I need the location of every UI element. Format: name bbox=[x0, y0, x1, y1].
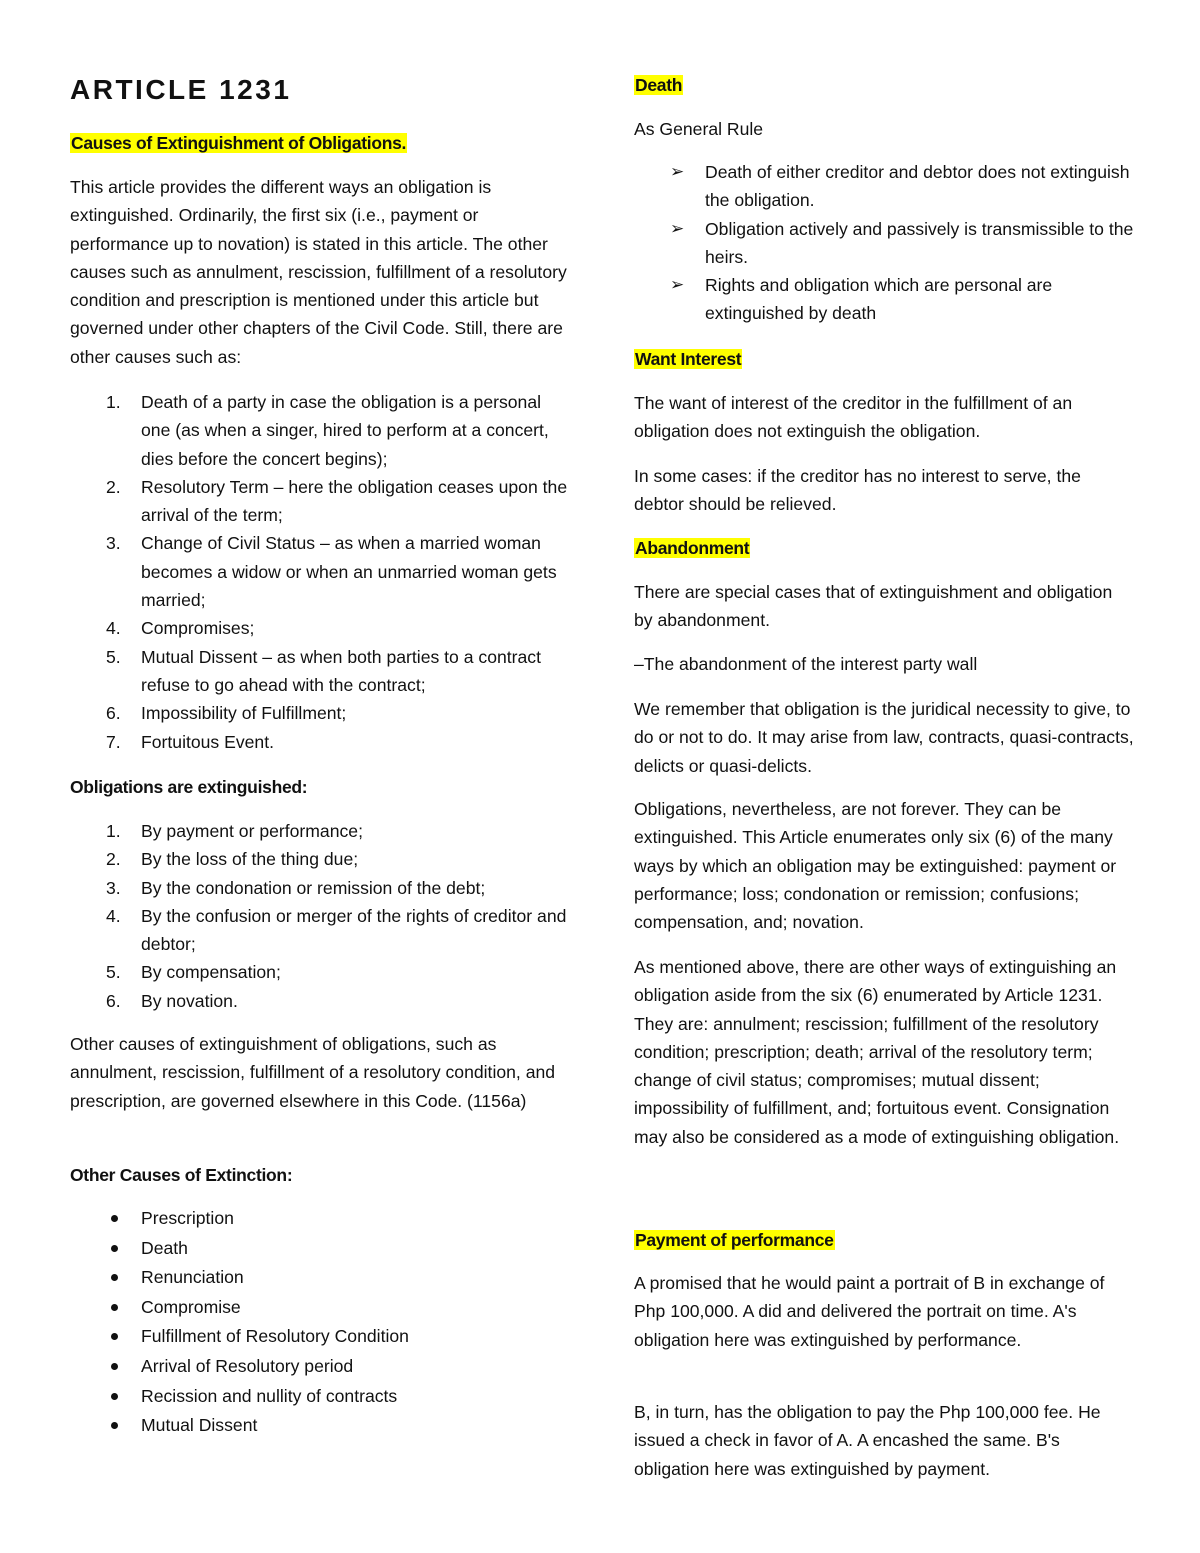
bullet-icon bbox=[111, 1393, 118, 1400]
want-paragraph-2: In some cases: if the creditor has no interest to serve, the debtor should be relieved. bbox=[634, 466, 1081, 515]
want-interest-heading-text: Want Interest bbox=[635, 349, 742, 369]
abandonment-heading bbox=[634, 534, 1134, 562]
bullet-icon bbox=[111, 1274, 118, 1281]
abandon-paragraph-3: We remember that obligation is the juridical necessity to give, to do or not to do. It may arise from law, contracts, quasi-contracts, delicts or quasi-delicts. bbox=[634, 699, 1134, 776]
list-item: Renunciation bbox=[70, 1263, 570, 1293]
list-item: 1. By payment or performance; bbox=[106, 821, 363, 841]
general-rule: As General Rule bbox=[634, 119, 764, 139]
extinguished-list bbox=[70, 817, 570, 1015]
causes-heading-text: Causes of Extinguishment of Obligations. bbox=[71, 133, 407, 153]
payment-heading-text: Payment of performance bbox=[635, 1230, 834, 1250]
list-item: ➢ Death of either creditor and debtor does not extinguish the obligation. bbox=[634, 158, 1134, 215]
extinction-heading: Other Causes of Extinction: bbox=[70, 1165, 293, 1185]
payment-heading bbox=[634, 1226, 1134, 1254]
bullet-icon bbox=[111, 1422, 118, 1429]
list-item: 1. Death of a party in case the obligation is a personal one (as when a singer, hired to perform at a concert, dies before the concert begins); bbox=[106, 392, 549, 469]
list-item: 4. By the confusion or merger of the rights of creditor and debtor; bbox=[106, 905, 567, 955]
list-item: 2. Resolutory Term – here the obligation ceases upon the arrival of the term; bbox=[106, 476, 568, 526]
list-item: Death bbox=[70, 1234, 570, 1264]
death-list bbox=[634, 158, 1134, 328]
list-item: 5. Mutual Dissent – as when both parties to a contract refuse to go ahead with the contract; bbox=[106, 646, 541, 695]
bullet-icon bbox=[111, 1363, 118, 1370]
list-item: 5. By compensation; bbox=[106, 962, 281, 983]
list-item: Fulfillment of Resolutory Condition bbox=[70, 1322, 570, 1352]
bullet-icon bbox=[111, 1245, 118, 1252]
list-item: Recission and nullity of contracts bbox=[70, 1382, 570, 1412]
bullet-icon bbox=[111, 1215, 118, 1222]
other-causes-list bbox=[70, 388, 570, 756]
arrow-bullet-icon: ➢ bbox=[670, 162, 685, 181]
list-item: 7. Fortuitous Event. bbox=[106, 731, 274, 752]
want-interest-heading bbox=[634, 345, 1134, 373]
want-paragraph-1: The want of interest of the creditor in the fulfillment of an obligation does not extinguish the obligation. bbox=[634, 393, 1073, 442]
causes-heading bbox=[70, 129, 570, 157]
bullet-icon bbox=[111, 1333, 118, 1340]
abandon-paragraph-1: There are special cases that of extinguishment and obligation by abandonment. bbox=[634, 582, 1113, 631]
payment-paragraph-2: B, in turn, has the obligation to pay the Php 100,000 fee. He issued a check in favor of A. A encashed the same. B's obligation here was extinguished by payment. bbox=[634, 1402, 1101, 1479]
death-heading bbox=[634, 71, 1134, 99]
list-item: 3. Change of Civil Status – as when a married woman becomes a widow or when an unmarried woman gets married; bbox=[106, 533, 557, 611]
abandon-paragraph-5: As mentioned above, there are other ways of extinguishing an obligation aside from the six (6) enumerated by Article 1231. They are: annulment; rescission; fulfillment of the resolutory condition; prescription; death; arrival of the resolutory term; change of civil status; compromises; mutual dissent; impossibility of fulfillment, and; fortuitous event. Consignation may also be considered as a mode of extinguishing obligation. bbox=[634, 957, 1120, 1147]
list-item: Compromise bbox=[70, 1293, 570, 1323]
intro-paragraph: This article provides the different ways an obligation is extinguished. Ordinarily, the first six (i.e., payment or performance up to novation) is stated in this article. The other causes such as annulment, rescission, fulfillment of a resolutory condition and prescription is mentioned under this article but governed under other chapters of the Civil Code. Still, there are other causes such as: bbox=[70, 177, 567, 367]
extinction-list bbox=[70, 1204, 570, 1441]
list-item: Mutual Dissent bbox=[70, 1411, 570, 1441]
abandonment-heading-text: Abandonment bbox=[635, 538, 750, 558]
list-item: Prescription bbox=[70, 1204, 570, 1234]
other-causes-paragraph: Other causes of extinguishment of obligations, such as annulment, rescission, fulfillment of a resolutory condition, and prescription, are governed elsewhere in this Code. (1156a) bbox=[70, 1034, 556, 1111]
list-item: Arrival of Resolutory period bbox=[70, 1352, 570, 1382]
list-item: 2. By the loss of the thing due; bbox=[106, 849, 359, 870]
bullet-icon bbox=[111, 1304, 118, 1311]
list-item: 4. Compromises; bbox=[106, 618, 255, 639]
list-item: ➢ Rights and obligation which are personal are extinguished by death bbox=[634, 271, 1134, 328]
abandon-paragraph-2: –The abandonment of the interest party wall bbox=[634, 654, 978, 674]
list-item: 3. By the condonation or remission of the debt; bbox=[106, 877, 486, 898]
list-item: 6. Impossibility of Fulfillment; bbox=[106, 703, 347, 724]
list-item: 6. By novation. bbox=[106, 990, 238, 1011]
list-item: ➢ Obligation actively and passively is transmissible to the heirs. bbox=[634, 215, 1134, 272]
article-title: ARTICLE 1231 bbox=[70, 74, 292, 105]
abandon-paragraph-4: Obligations, nevertheless, are not forever. They can be extinguished. This Article enumerates only six (6) of the many ways by which an obligation may be extinguished: payment or performance; loss; condonation or remission; confusions; compensation, and; novation. bbox=[634, 799, 1117, 933]
extinguished-heading: Obligations are extinguished: bbox=[70, 777, 308, 797]
payment-paragraph-1: A promised that he would paint a portrait of B in exchange of Php 100,000. A did and delivered the portrait on time. A's obligation here was extinguished by performance. bbox=[634, 1273, 1105, 1350]
arrow-bullet-icon: ➢ bbox=[670, 275, 685, 295]
arrow-bullet-icon: ➢ bbox=[670, 218, 685, 238]
death-heading-text: Death bbox=[635, 75, 683, 95]
